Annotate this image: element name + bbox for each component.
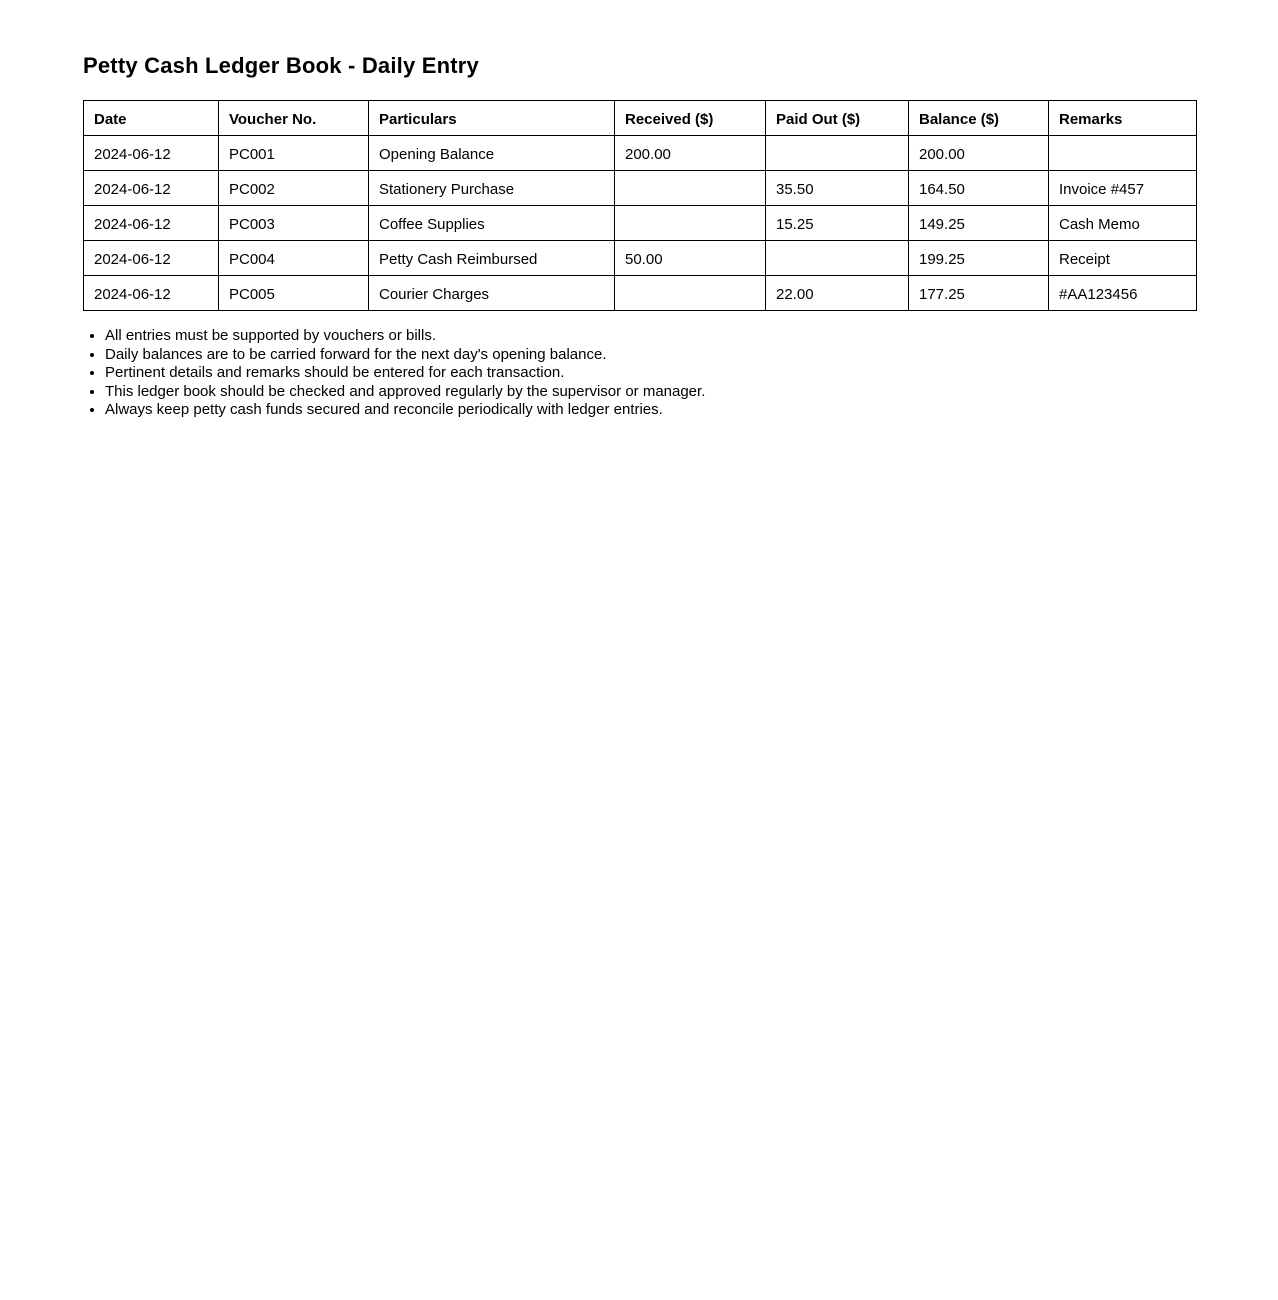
table-cell-received xyxy=(615,206,766,241)
table-cell-paid-out: 15.25 xyxy=(766,206,909,241)
table-cell-date: 2024-06-12 xyxy=(84,241,219,276)
note-item: • All entries must be supported by vouchers or bills. xyxy=(105,327,1196,346)
note-item: • Daily balances are to be carried forward for the next day's opening balance. xyxy=(105,346,1196,365)
table-cell-balance: 164.50 xyxy=(909,171,1049,206)
table-cell-particulars: Stationery Purchase xyxy=(369,171,615,206)
note-item: • This ledger book should be checked and approved regularly by the supervisor or manager. xyxy=(105,383,1196,402)
table-cell-paid-out xyxy=(766,241,909,276)
table-cell-remarks: Receipt xyxy=(1049,241,1197,276)
column-header-date: Date xyxy=(84,101,219,136)
table-cell-paid-out: 22.00 xyxy=(766,276,909,311)
table-cell-particulars: Opening Balance xyxy=(369,136,615,171)
table-cell-received xyxy=(615,276,766,311)
table-cell-received xyxy=(615,171,766,206)
table-row xyxy=(84,276,1197,311)
table-cell-balance: 149.25 xyxy=(909,206,1049,241)
table-cell-balance: 177.25 xyxy=(909,276,1049,311)
column-header-particulars: Particulars xyxy=(369,101,615,136)
table-cell-particulars: Petty Cash Reimbursed xyxy=(369,241,615,276)
table-row xyxy=(84,206,1197,241)
table-cell-balance: 200.00 xyxy=(909,136,1049,171)
table-row xyxy=(84,171,1197,206)
petty-cash-ledger-table xyxy=(83,100,1197,311)
document-page xyxy=(0,0,1278,420)
table-cell-received: 50.00 xyxy=(615,241,766,276)
table-cell-voucher-no: PC002 xyxy=(219,171,369,206)
table-cell-remarks: Cash Memo xyxy=(1049,206,1197,241)
table-cell-date: 2024-06-12 xyxy=(84,136,219,171)
table-cell-date: 2024-06-12 xyxy=(84,171,219,206)
table-cell-received: 200.00 xyxy=(615,136,766,171)
table-cell-voucher-no: PC005 xyxy=(219,276,369,311)
table-header-row xyxy=(84,101,1197,136)
table-cell-particulars: Coffee Supplies xyxy=(369,206,615,241)
notes-list xyxy=(83,327,1196,420)
column-header-voucher-no: Voucher No. xyxy=(219,101,369,136)
table-cell-remarks xyxy=(1049,136,1197,171)
table-cell-paid-out: 35.50 xyxy=(766,171,909,206)
column-header-received: Received ($) xyxy=(615,101,766,136)
table-cell-voucher-no: PC004 xyxy=(219,241,369,276)
column-header-paid-out: Paid Out ($) xyxy=(766,101,909,136)
table-cell-voucher-no: PC003 xyxy=(219,206,369,241)
table-cell-date: 2024-06-12 xyxy=(84,206,219,241)
table-cell-remarks: #AA123456 xyxy=(1049,276,1197,311)
table-row xyxy=(84,241,1197,276)
note-item: • Always keep petty cash funds secured and reconcile periodically with ledger entries. xyxy=(105,401,1196,420)
column-header-remarks: Remarks xyxy=(1049,101,1197,136)
table-cell-date: 2024-06-12 xyxy=(84,276,219,311)
table-cell-remarks: Invoice #457 xyxy=(1049,171,1197,206)
table-cell-particulars: Courier Charges xyxy=(369,276,615,311)
column-header-balance: Balance ($) xyxy=(909,101,1049,136)
table-cell-balance: 199.25 xyxy=(909,241,1049,276)
page-title: Petty Cash Ledger Book - Daily Entry xyxy=(83,53,479,78)
table-row xyxy=(84,136,1197,171)
table-cell-paid-out xyxy=(766,136,909,171)
table-body xyxy=(84,136,1197,311)
table-cell-voucher-no: PC001 xyxy=(219,136,369,171)
note-item: • Pertinent details and remarks should be entered for each transaction. xyxy=(105,364,1196,383)
